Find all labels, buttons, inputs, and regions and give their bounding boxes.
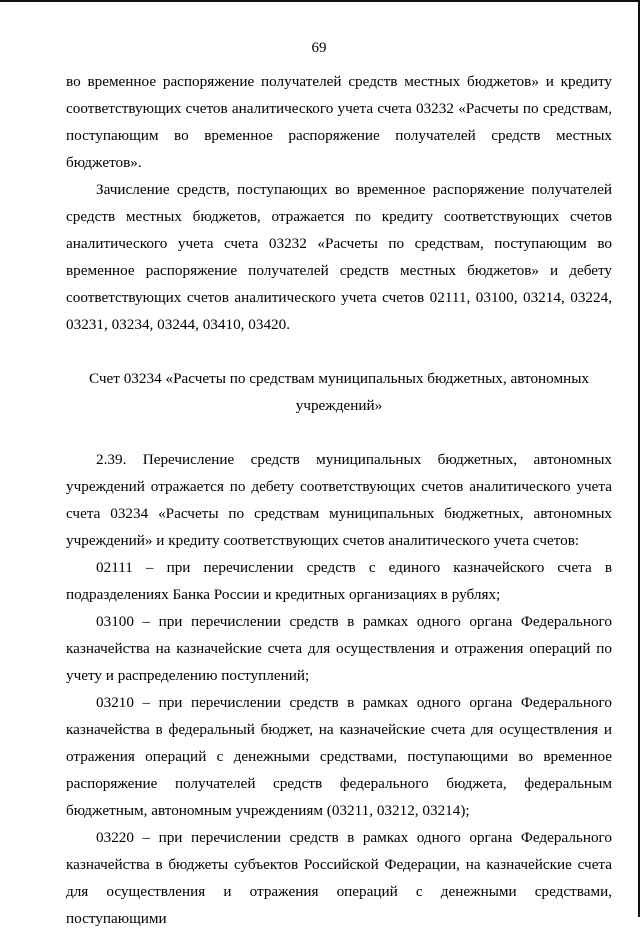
section-heading-line-2: учреждений» xyxy=(295,397,383,414)
section-heading-line-1: Счет 03234 «Расчеты по средствам муниципальных бюджетных, автономных xyxy=(88,370,590,387)
list-item-03210: 03210 – при перечислении средств в рамках одного органа Федерального казначейства в федеральный бюджет, на казначейские счета для осуществления и отражения операций с денежными средствами, поступающими во временное распоряжение получателей средств федерального бюджета, федеральным бюджетным, автономным учреждениям (03211, 03212, 03214); xyxy=(66,694,612,819)
list-item-02111: 02111 – при перечислении средств с единого казначейского счета в подразделениях Банка России и кредитных организациях в рублях; xyxy=(66,559,612,603)
list-item-03100: 03100 – при перечислении средств в рамках одного органа Федерального казначейства на казначейские счета для осуществления и отражения операций по учету и распределению поступлений; xyxy=(66,613,612,684)
section-heading xyxy=(66,338,612,446)
paragraph-clause-2-39: 2.39. Перечисление средств муниципальных бюджетных, автономных учреждений отражается по дебету соответствующих счетов аналитического учета счета 03234 «Расчеты по средствам муниципальных бюджетных, автономных учреждений» и кредиту соответствующих счетов аналитического учета счетов: xyxy=(66,451,612,549)
list-item-03220: 03220 – при перечислении средств в рамках одного органа Федерального казначейства в бюджеты субъектов Российской Федерации, на казначейские счета для осуществления и отражения операций с денежными средствами, поступающими xyxy=(66,829,612,927)
document-body xyxy=(66,68,612,932)
paragraph-crediting: Зачисление средств, поступающих во временное распоряжение получателей средств местных бюджетов, отражается по кредиту соответствующих счетов аналитического учета счета 03232 «Расчеты по средствам, поступающим во временное распоряжение получателей средств местных бюджетов» и дебету соответствующих счетов аналитического учета счетов 02111, 03100, 03214, 03224, 03231, 03234, 03244, 03410, 03420. xyxy=(66,181,612,333)
page-number: 69 xyxy=(311,40,327,56)
paragraph-continuation: во временное распоряжение получателей средств местных бюджетов» и кредиту соответствующих счетов аналитического учета счета 03232 «Расчеты по средствам, поступающим во временное распоряжение получателей средств местных бюджетов». xyxy=(66,73,612,171)
